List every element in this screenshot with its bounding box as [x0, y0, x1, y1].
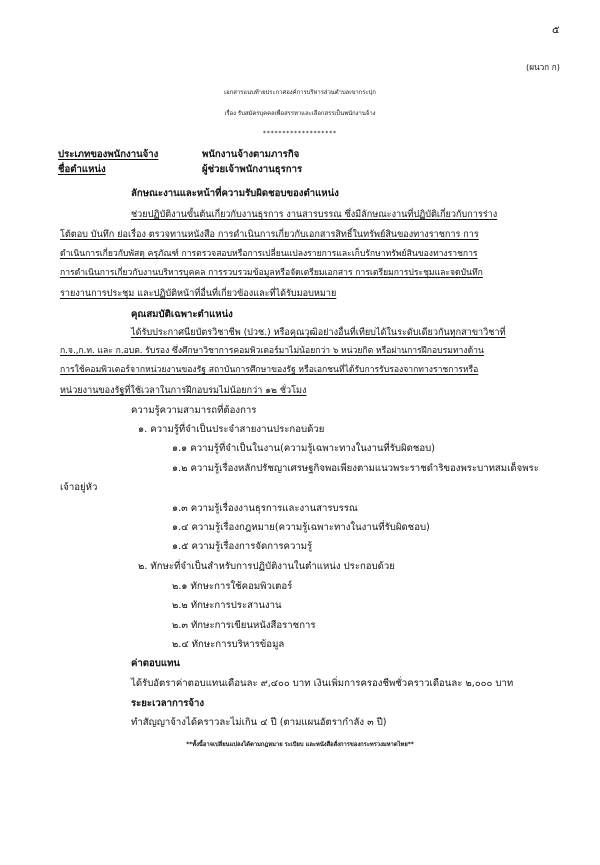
- employee-type-value: พนักงานจ้างตามภารกิจ: [202, 149, 300, 160]
- duties-heading: ลักษณะงานและหน้าที่ความรับผิดชอบของตำแหน่ง: [131, 188, 339, 199]
- skills-item-2: ๒. ทักษะที่จำเป็นสำหรับการปฏิบัติงานในตำแหน่ง ประกอบด้วย: [138, 561, 395, 572]
- position-value: ผู้ช่วยเจ้าพนักงานธุรการ: [202, 164, 303, 175]
- qualifications-heading: คุณสมบัติเฉพาะตำแหน่ง: [131, 309, 233, 320]
- knowledge-heading: ความรู้ความสามารถที่ต้องการ: [131, 405, 257, 416]
- header-line-1: เอกสารแนบท้ายประกาศองค์การบริหารส่วนตำบลเขากระปุก: [224, 90, 376, 96]
- compensation-heading: ค่าตอบแทน: [131, 658, 180, 669]
- employee-type-label: ประเภทของพนักงานจ้าง: [58, 149, 159, 160]
- appendix-label: (ผนวก ก): [526, 62, 560, 72]
- skills-item-2-4: ๒.๔ ทักษะการบริหารข้อมูล: [172, 639, 285, 650]
- term-text: ทำสัญญาจ้างได้คราวละไม่เกิน ๔ ปี (ตามแผนอัตรากำลัง ๓ ปี): [131, 717, 387, 728]
- duties-line-5: รายงานการประชุม และปฏิบัติหน้าที่อื่นที่เกี่ยวข้องและที่ได้รับมอบหมาย: [60, 289, 337, 299]
- qualifications-line-4: หน่วยงานของรัฐที่ใช้เวลาในการฝึกอบรมไม่น้อยกว่า ๑๒ ชั่วโมง: [60, 386, 307, 396]
- term-heading: ระยะเวลาการจ้าง: [131, 698, 205, 709]
- knowledge-item-1-5: ๑.๕ ความรู้เรื่องการจัดการความรู้: [172, 541, 313, 552]
- footer-note: **ทั้งนี้อาจเปลี่ยนแปลงได้ตามกฎหมาย ระเบียบ และหนังสือสั่งการของกระทรวงมหาดไทย**: [186, 742, 414, 748]
- knowledge-item-1-1: ๑.๑ ความรู้ที่จำเป็นในงาน(ความรู้เฉพาะทางในงานที่รับผิดชอบ): [172, 443, 435, 454]
- knowledge-item-1-2: ๑.๒ ความรู้เรื่องหลักปรัชญาเศรษฐกิจพอเพียงตามแนวพระราชดำริของพระบาทสมเด็จพระ: [172, 463, 539, 474]
- skills-item-2-3: ๒.๓ ทักษะการเขียนหนังสือราชการ: [172, 620, 316, 631]
- duties-line-3: ดำเนินการเกี่ยวกับพัสดุ ครุภัณฑ์ การตรวจสอบหรือการเปลี่ยนแปลงรายการและเก็บรักษาทรัพย์สินของทางราชการ: [60, 249, 478, 259]
- compensation-text: ได้รับอัตราค่าตอบแทนเดือนละ ๙,๔๐๐ บาท เงินเพิ่มการครองชีพชั่วคราวเดือนละ ๒,๐๐๐ บาท: [131, 678, 514, 689]
- duties-line-4: การดำเนินการเกี่ยวกับงานบริหารบุคคล การรวบรวมข้อมูลหรือจัดเตรียมเอกสาร การเตรียมการประชุมและจดบันทึก: [60, 268, 483, 278]
- header-line-2: เรื่อง รับสมัครบุคคลเพื่อสรรหาและเลือกสรรเป็นพนักงานจ้าง: [224, 111, 376, 117]
- page-number: ๕: [552, 25, 560, 36]
- position-label: ชื่อตำแหน่ง: [58, 164, 106, 175]
- header-stars: *******************: [262, 131, 338, 137]
- knowledge-item-1-3: ๑.๓ ความรู้เรื่องงานธุรการและงานสารบรรณ: [172, 503, 358, 514]
- skills-item-2-2: ๒.๒ ทักษะการประสานงาน: [172, 600, 282, 611]
- duties-line-2: โต้ตอบ บันทึก ย่อเรื่อง ตรวจทานหนังสือ การดำเนินการเกี่ยวกับเอกสารสิทธิ์ในทรัพย์สินของทางราชการ การ: [60, 230, 479, 240]
- duties-line-1: ช่วยปฏิบัติงานขั้นต้นเกี่ยวกับงานธุรการ งานสารบรรณ ซึ่งมีลักษณะงานที่ปฏิบัติเกี่ยวกับการร่าง: [131, 210, 498, 220]
- knowledge-item-1-4: ๑.๔ ความรู้เรื่องกฎหมาย(ความรู้เฉพาะทางในงานที่รับผิดชอบ): [172, 522, 430, 533]
- qualifications-line-1: ได้รับประกาศนียบัตรวิชาชีพ (ปวช.) หรือคุณวุฒิอย่างอื่นที่เทียบได้ในระดับเดียวกันทุกสาขาวิชาที่: [131, 328, 506, 338]
- qualifications-line-3: การใช้คอมพิวเตอร์จากหน่วยงานของรัฐ สถาบันการศึกษาของรัฐ หรือเอกชนที่ได้รับการรับรองจากทางราชการหรือ: [60, 365, 479, 375]
- qualifications-line-2: ก.จ.,ก.ท. และ ก.อบต. รับรอง ซึ่งศึกษาวิชาการคอมพิวเตอร์มาไม่น้อยกว่า ๖ หน่วยกิต หรือผ่านการฝึกอบรมทางด้าน: [60, 346, 484, 356]
- knowledge-item-1-2-cont: เจ้าอยู่หัว: [60, 482, 98, 493]
- knowledge-item-1: ๑. ความรู้ที่จำเป็นประจำสายงานประกอบด้วย: [138, 424, 325, 435]
- skills-item-2-1: ๒.๑ ทักษะการใช้คอมพิวเตอร์: [172, 581, 293, 592]
